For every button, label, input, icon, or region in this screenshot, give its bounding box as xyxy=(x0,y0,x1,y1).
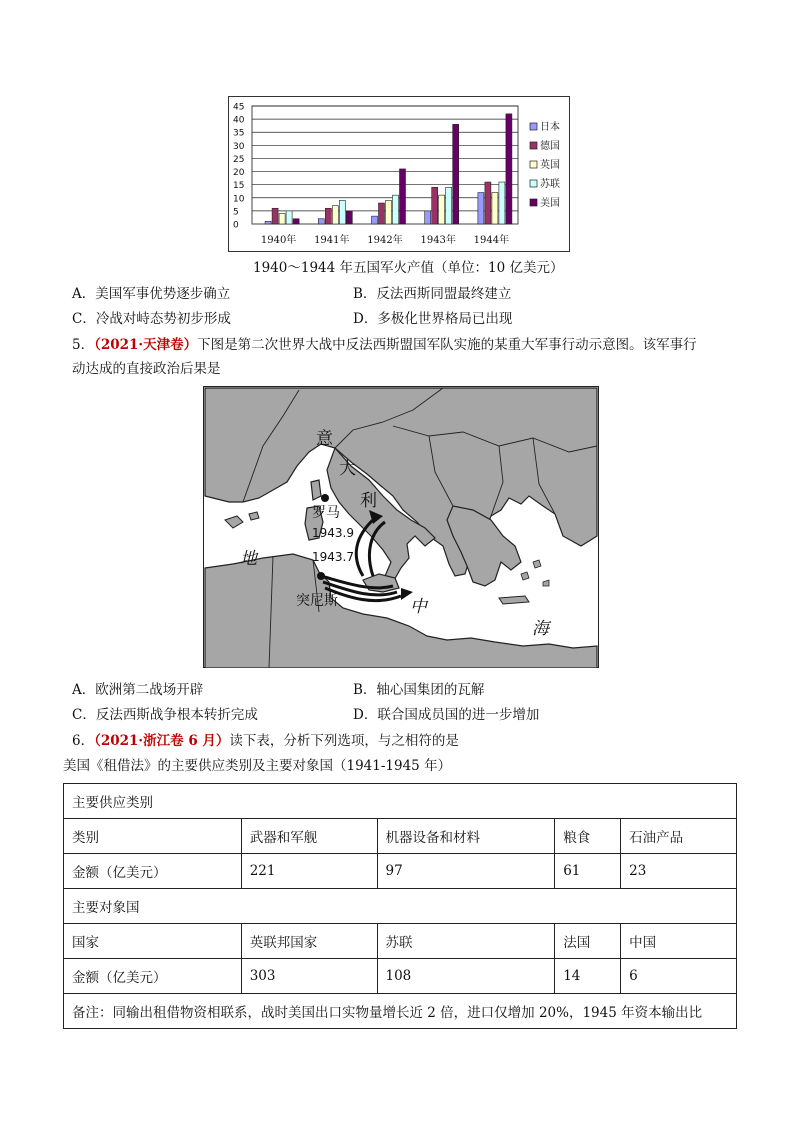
table-cell: 英联邦国家 xyxy=(241,924,377,959)
table-row xyxy=(64,819,737,854)
bar-美国-1944年 xyxy=(506,114,512,224)
q6-stem-text: 读下表，分析下列选项，与之相符的是 xyxy=(229,733,459,749)
chart-caption: 1940～1944 年五国军火产值（单位：10 亿美元） xyxy=(253,260,564,276)
bar-德国-1941年 xyxy=(325,208,331,224)
q5-number: 5． xyxy=(72,337,95,353)
bar-德国-1942年 xyxy=(379,203,385,224)
table-row xyxy=(64,784,737,819)
table-cell: 石油产品 xyxy=(621,819,737,854)
q5-stem-text: 下图是第二次世界大战中反法西斯盟国军队实施的某重大军事行动示意图。该军事行 xyxy=(197,337,697,353)
q5-option-b[interactable]: B．轴心国集团的瓦解 xyxy=(353,682,485,698)
corsica-land xyxy=(311,480,321,500)
table-cell: 粮食 xyxy=(555,819,621,854)
bar-日本-1940年 xyxy=(265,221,271,224)
bar-苏联-1941年 xyxy=(339,200,345,224)
bar-英国-1942年 xyxy=(386,200,392,224)
bar-美国-1941年 xyxy=(346,211,352,224)
bar-英国-1943年 xyxy=(439,195,445,224)
y-tick-label: 30 xyxy=(233,141,245,152)
map-label-italy-1: 意 xyxy=(316,429,333,449)
q4-option-d[interactable]: D．多极化世界格局已出现 xyxy=(353,311,513,327)
y-tick-label: 10 xyxy=(233,194,245,205)
table-cell: 法国 xyxy=(555,924,621,959)
lend-lease-table xyxy=(63,783,737,1029)
table-cell: 23 xyxy=(621,854,737,889)
bar-英国-1941年 xyxy=(332,206,338,224)
q5-option-c[interactable]: C．反法西斯战争根本转折完成 xyxy=(72,707,258,723)
tunis-marker xyxy=(317,572,325,580)
table-cell: 武器和军舰 xyxy=(241,819,377,854)
bar-英国-1944年 xyxy=(492,193,498,224)
bar-日本-1943年 xyxy=(425,211,431,224)
bar-日本-1942年 xyxy=(372,216,378,224)
q5-option-a[interactable]: A．欧洲第二战场开辟 xyxy=(72,682,204,698)
crete-land xyxy=(499,596,529,604)
legend-swatch-美国 xyxy=(530,199,537,206)
bar-美国-1940年 xyxy=(293,219,299,224)
y-tick-label: 25 xyxy=(233,154,245,165)
table-row xyxy=(64,959,737,994)
x-tick-label: 1944年 xyxy=(473,235,510,246)
legend-label: 日本 xyxy=(540,122,560,133)
legend-label: 英国 xyxy=(540,160,560,171)
legend-swatch-苏联 xyxy=(530,180,537,187)
chart-canvas xyxy=(228,96,570,252)
table-cell: 机器设备和材料 xyxy=(377,819,555,854)
table-cell: 金额（亿美元） xyxy=(64,854,242,889)
q5-source: （2021·天津卷） xyxy=(94,337,198,353)
map-label-date-2: 1943.7 xyxy=(312,550,354,564)
bar-苏联-1943年 xyxy=(446,187,452,224)
map-label-rome: 罗马 xyxy=(312,505,340,521)
map-label-sea-3: 海 xyxy=(532,619,549,639)
table-cell: 6 xyxy=(621,959,737,994)
q6-stem xyxy=(72,731,459,751)
table-cell: 中国 xyxy=(621,924,737,959)
legend-label: 苏联 xyxy=(540,179,560,190)
bar-日本-1944年 xyxy=(478,193,484,224)
x-tick-label: 1942年 xyxy=(367,235,403,246)
legend-swatch-日本 xyxy=(530,123,537,130)
mediterranean-map xyxy=(203,386,599,668)
table-cell: 303 xyxy=(241,959,377,994)
bar-德国-1943年 xyxy=(432,187,438,224)
map-label-date-1: 1943.9 xyxy=(312,526,354,540)
y-tick-label: 20 xyxy=(233,168,245,179)
map-label-italy-2: 大 xyxy=(339,459,356,479)
x-tick-label: 1943年 xyxy=(420,235,456,246)
q4-option-a[interactable]: A．美国军事优势逐步确立 xyxy=(72,286,231,302)
bar-德国-1940年 xyxy=(272,208,278,224)
table-cell: 金额（亿美元） xyxy=(64,959,242,994)
bar-美国-1942年 xyxy=(400,169,406,224)
y-tick-label: 5 xyxy=(233,207,239,218)
q4-option-c[interactable]: C．冷战对峙态势初步形成 xyxy=(72,311,231,327)
table-cell: 国家 xyxy=(64,924,242,959)
q4-option-b[interactable]: B．反法西斯同盟最终建立 xyxy=(353,286,512,302)
bar-德国-1944年 xyxy=(485,182,491,224)
bar-苏联-1942年 xyxy=(393,195,399,224)
table-row xyxy=(64,924,737,959)
table-cell: 221 xyxy=(241,854,377,889)
table-row xyxy=(64,994,737,1029)
table-cell: 97 xyxy=(377,854,555,889)
rome-marker xyxy=(321,494,329,502)
q6-number: 6． xyxy=(72,733,95,749)
x-tick-label: 1941年 xyxy=(314,235,350,246)
bar-苏联-1944年 xyxy=(499,182,505,224)
bar-苏联-1940年 xyxy=(286,211,292,224)
map-label-italy-3: 利 xyxy=(360,491,377,511)
table-section-supply: 主要供应类别 xyxy=(64,784,737,819)
table-note: 备注：同输出租借物资相联系，战时美国出口实物量增长近 2 倍，进口仅增加 20%，1945 年资本输出比 xyxy=(64,994,737,1029)
table-row xyxy=(64,854,737,889)
legend-swatch-英国 xyxy=(530,161,537,168)
q5-stem-line1 xyxy=(72,335,697,355)
table-row xyxy=(64,889,737,924)
map-label-sea-2: 中 xyxy=(410,597,427,617)
q6-source: （2021·浙江卷 6 月） xyxy=(94,733,230,749)
bar-日本-1941年 xyxy=(318,219,324,224)
legend-swatch-德国 xyxy=(530,142,537,149)
y-tick-label: 15 xyxy=(233,181,245,192)
q5-option-d[interactable]: D．联合国成员国的进一步增加 xyxy=(353,707,540,723)
table-cell: 苏联 xyxy=(377,924,555,959)
bar-美国-1943年 xyxy=(453,124,459,224)
table-cell: 108 xyxy=(377,959,555,994)
bar-英国-1940年 xyxy=(279,214,285,224)
legend-label: 德国 xyxy=(540,141,560,152)
table-section-recipients: 主要对象国 xyxy=(64,889,737,924)
q6-table-title: 美国《租借法》的主要供应类别及主要对象国（1941-1945 年） xyxy=(63,758,452,774)
y-tick-label: 0 xyxy=(233,220,239,231)
y-tick-label: 35 xyxy=(233,128,245,139)
map-label-sea-1: 地 xyxy=(240,549,257,569)
legend-label: 美国 xyxy=(540,198,560,209)
x-tick-label: 1940年 xyxy=(260,235,297,246)
map-label-tunis: 突尼斯 xyxy=(296,593,338,609)
y-tick-label: 40 xyxy=(233,115,245,126)
table-cell: 14 xyxy=(555,959,621,994)
q5-stem-line2: 动达成的直接政治后果是 xyxy=(72,361,221,377)
table-cell: 61 xyxy=(555,854,621,889)
y-tick-label: 45 xyxy=(233,102,245,113)
table-cell: 类别 xyxy=(64,819,242,854)
military-production-chart xyxy=(228,96,570,252)
